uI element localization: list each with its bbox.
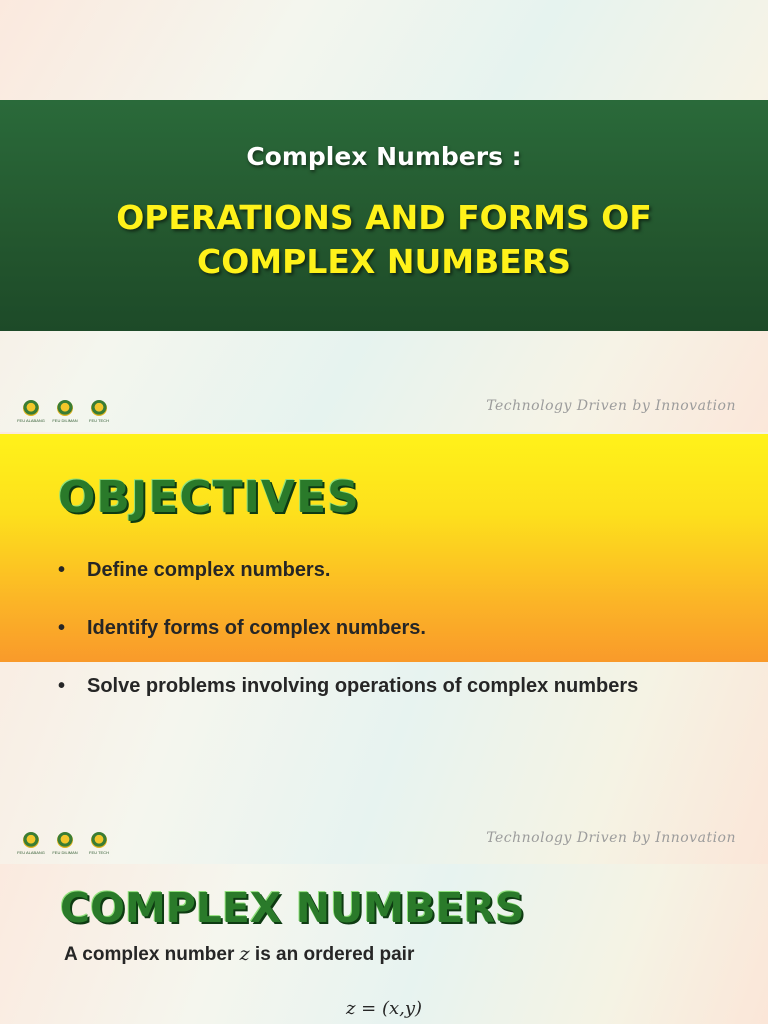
logo-label: FEU TECH xyxy=(89,850,109,855)
seal-icon xyxy=(23,832,39,848)
slide-subtitle: Complex Numbers : xyxy=(246,142,522,171)
bullet-icon: • xyxy=(58,675,66,697)
seal-icon xyxy=(57,832,73,848)
logo-label: FEU ALABANG xyxy=(17,418,45,423)
objective-text: Identify forms of complex numbers. xyxy=(87,617,426,639)
bullet-icon: • xyxy=(58,559,66,581)
logo-label: FEU DILIMAN xyxy=(52,418,78,423)
logo-label: FEU DILIMAN xyxy=(52,850,78,855)
title-slide xyxy=(0,0,768,432)
seal-icon xyxy=(91,832,107,848)
objectives-slide xyxy=(0,398,768,864)
definition-sentence xyxy=(64,943,414,966)
sentence-end: is an ordered pair xyxy=(249,944,415,965)
tagline: Technology Driven by Innovation xyxy=(486,830,736,846)
campus-logo xyxy=(18,832,44,855)
seal-icon xyxy=(91,400,107,416)
slide-title-line-2: COMPLEX NUMBERS xyxy=(197,242,571,281)
slide-title-line-1: OPERATIONS AND FORMS OF xyxy=(116,198,652,237)
complex-numbers-slide xyxy=(0,830,768,1024)
list-item xyxy=(58,614,426,642)
campus-logos xyxy=(18,832,112,855)
campus-logo xyxy=(86,832,112,855)
objectives-heading: OBJECTIVES xyxy=(58,472,360,523)
ordered-pair-formula: z = (x,y) xyxy=(345,998,423,1019)
objective-text: Solve problems involving operations of complex numbers xyxy=(87,675,639,697)
sentence-start: A complex number xyxy=(64,944,240,965)
campus-logo xyxy=(52,400,78,423)
complex-numbers-heading: COMPLEX NUMBERS xyxy=(60,884,525,932)
logo-label: FEU TECH xyxy=(89,418,109,423)
seal-icon xyxy=(57,400,73,416)
tagline: Technology Driven by Innovation xyxy=(486,398,736,414)
objective-text: Define complex numbers. xyxy=(87,559,331,581)
slide-title xyxy=(0,196,768,284)
seal-icon xyxy=(23,400,39,416)
bullet-icon: • xyxy=(58,617,66,639)
logo-label: FEU ALABANG xyxy=(17,850,45,855)
variable-z: z xyxy=(239,943,250,965)
campus-logo xyxy=(86,400,112,423)
campus-logo xyxy=(18,400,44,423)
list-item xyxy=(58,672,687,700)
campus-logos xyxy=(18,400,112,423)
list-item xyxy=(58,556,330,584)
campus-logo xyxy=(52,832,78,855)
